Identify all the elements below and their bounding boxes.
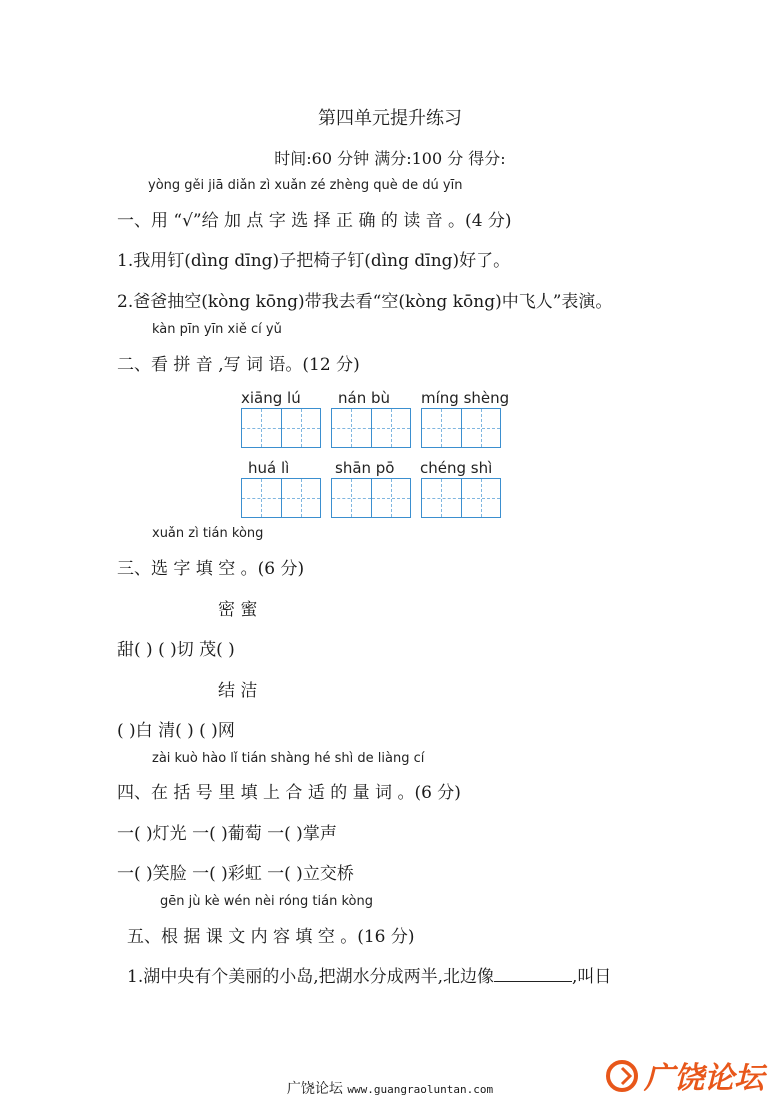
section-4-pinyin: zài kuò hào lǐ tián shàng hé shì de liàng cí	[152, 751, 425, 766]
fill-line: 甜( ) ( )切 茂( )	[117, 640, 235, 660]
footer-site: www.guangraoluntan.com	[347, 1083, 494, 1096]
section-1-item-1: 1.我用钉(dìng dīng)子把椅子钉(dìng dīng)好了。	[117, 251, 511, 271]
section-4-heading: 四、在 括 号 里 填 上 合 适 的 量 词 。(6 分)	[117, 783, 461, 803]
logo-arrow-icon	[622, 1068, 630, 1084]
footer-brand: 广饶论坛	[286, 1081, 343, 1097]
brand-logo	[600, 1048, 780, 1103]
word-pinyin: míng shèng	[421, 389, 510, 407]
section-5-item-1	[127, 962, 611, 987]
sentence-text: ,叫日	[572, 967, 612, 987]
section-2-pinyin: kàn pīn yīn xiě cí yǔ	[152, 322, 282, 337]
logo-text: 广饶论坛	[644, 1061, 764, 1096]
writing-grid[interactable]	[331, 408, 411, 448]
writing-grid[interactable]	[421, 478, 501, 518]
section-3-pinyin: xuǎn zì tián kòng	[152, 526, 264, 541]
answer-blank[interactable]	[494, 967, 572, 982]
writing-grid[interactable]	[241, 408, 321, 448]
word-pinyin: chéng shì	[420, 459, 493, 477]
fill-line: 一( )笑脸 一( )彩虹 一( )立交桥	[117, 864, 354, 884]
writing-grid[interactable]	[421, 408, 501, 448]
character-choice: 结 洁	[218, 681, 258, 701]
word-pinyin: nán bù	[338, 389, 391, 407]
section-2-heading: 二、看 拼 音 ,写 词 语。(12 分)	[117, 355, 360, 375]
character-choice: 密 蜜	[218, 600, 258, 620]
section-3-heading: 三、选 字 填 空 。(6 分)	[117, 559, 305, 579]
page-title: 第四单元提升练习	[318, 108, 462, 129]
sentence-text: 1.湖中央有个美丽的小岛,把湖水分成两半,北边像	[127, 967, 495, 987]
word-pinyin: huá lì	[248, 459, 290, 477]
section-1-heading: 一、用 “√”给 加 点 字 选 择 正 确 的 读 音 。(4 分)	[117, 211, 512, 231]
fill-line: ( )白 清( ) ( )网	[117, 721, 235, 741]
writing-grid[interactable]	[241, 478, 321, 518]
section-1-pinyin: yòng gěi jiā diǎn zì xuǎn zé zhèng què de dú yīn	[148, 178, 463, 193]
word-pinyin: shān pō	[335, 459, 395, 477]
writing-grid[interactable]	[331, 478, 411, 518]
exam-info: 时间:60 分钟 满分:100 分 得分:	[274, 149, 506, 168]
word-pinyin: xiāng lú	[241, 389, 301, 407]
section-5-heading: 五、根 据 课 文 内 容 填 空 。(16 分)	[127, 927, 415, 947]
section-1-item-2: 2.爸爸抽空(kòng kōng)带我去看“空(kòng kōng)中飞人”表演。	[117, 292, 613, 312]
fill-line: 一( )灯光 一( )葡萄 一( )掌声	[117, 824, 337, 844]
section-5-pinyin: gēn jù kè wén nèi róng tián kòng	[160, 894, 373, 909]
